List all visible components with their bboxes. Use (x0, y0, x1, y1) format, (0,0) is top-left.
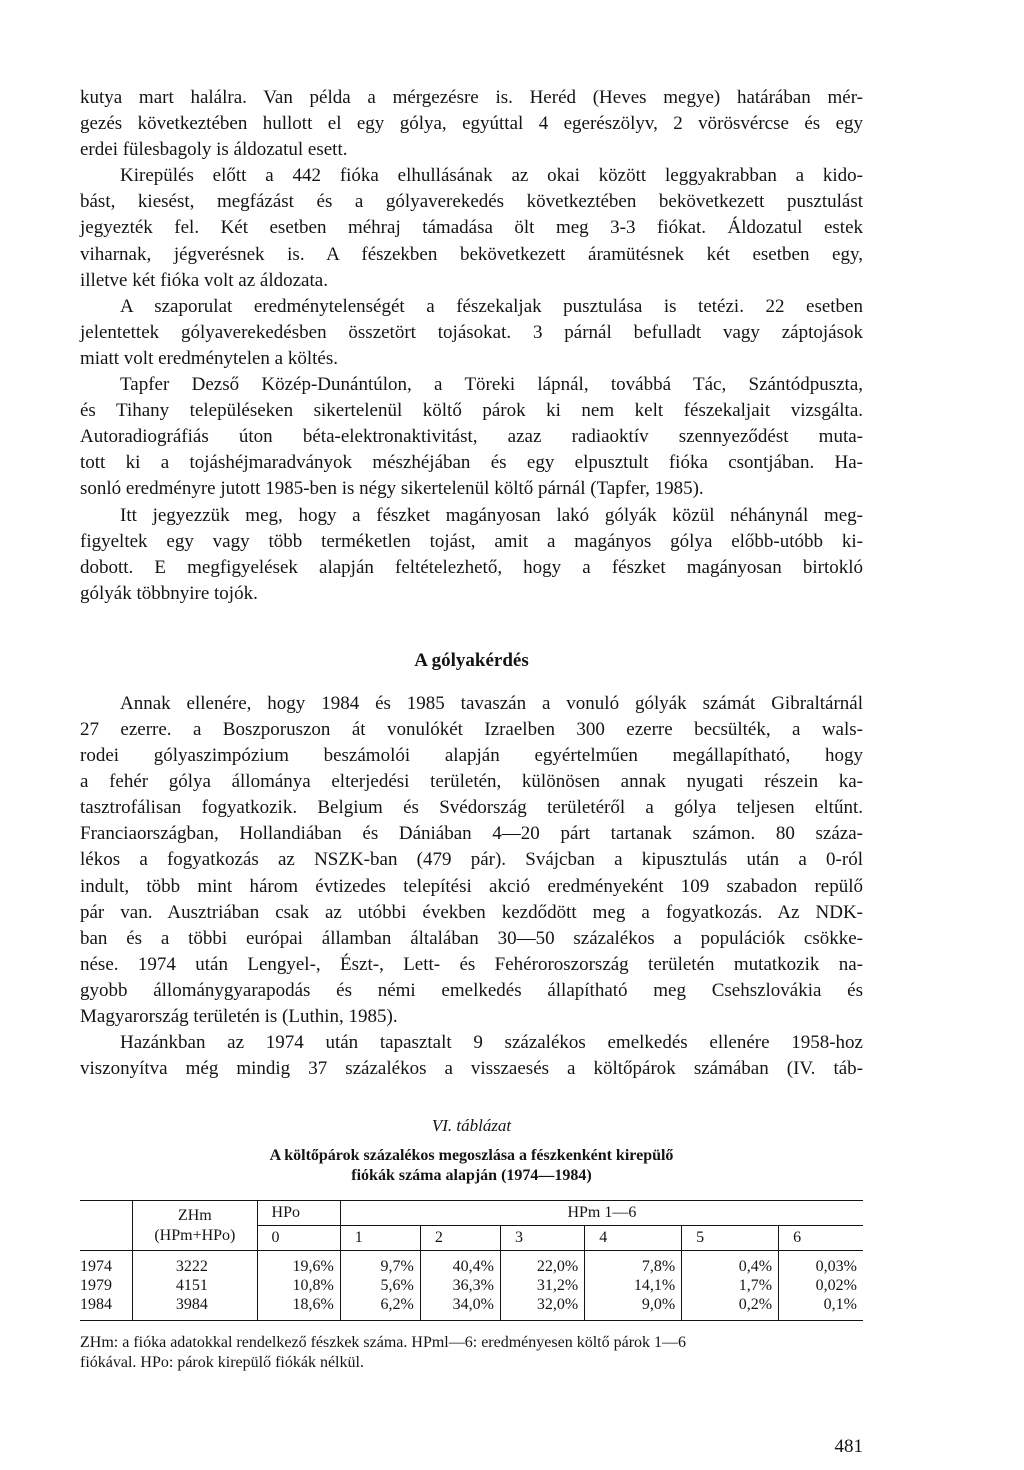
paragraph (80, 294, 863, 372)
table-footnote (80, 1333, 863, 1373)
paragraph (80, 691, 863, 1030)
text-line: és Tihany településeken sikertelenül költő párok ki nem kelt fészekaljait vizsgálta. (80, 400, 863, 422)
row-value: 5,6% (340, 1276, 420, 1295)
footnote-line: ZHm: a fióka adatokkal rendelkező fészkek száma. HPml—6: eredményesen költő párok 1—6 (80, 1334, 687, 1352)
section-title: A gólyakérdés (414, 649, 529, 671)
page-number: 481 (834, 1436, 863, 1457)
row-value: 34,0% (420, 1295, 500, 1321)
row-zhm: 3222 (133, 1251, 257, 1277)
row-value: 6,2% (340, 1295, 420, 1321)
header-col-3: 3 (500, 1226, 584, 1251)
body-text-bottom (80, 691, 863, 1082)
row-value: 0,2% (682, 1295, 779, 1321)
text-line: Itt jegyezzük meg, hogy a fészket magányosan lakó gólyák közül néhánynál meg- (120, 504, 863, 526)
text-line: Autoradiográfiás úton béta-elektronaktivitást, azaz radiaoktív szennyeződést muta- (80, 426, 863, 448)
body-text-top (80, 85, 863, 607)
page-body (80, 85, 863, 1373)
data-table (80, 1200, 863, 1321)
header-col-2: 2 (420, 1226, 500, 1251)
row-value: 0,03% (815, 1257, 857, 1275)
paragraph (80, 372, 863, 502)
header-col-1: 1 (340, 1226, 420, 1251)
text-line: dobott. E megfigyelések alapján feltételezhető, hogy a fészket magányosan birtokló (80, 556, 863, 578)
text-line: figyeltek egy vagy több terméketlen tojást, amit a magányos gólya előbb-utóbb ki- (80, 530, 863, 552)
row-value: 32,0% (500, 1295, 584, 1321)
text-line: lékos a fogyatkozás az NSZK-ban (479 pár). Svájcban a kipusztulás után a 0-ról (80, 849, 863, 871)
text-line: tott ki a tojáshéjmaradványok mészhéjában és egy elpusztult fióka csontjában. Ha- (80, 452, 863, 474)
row-value: 31,2% (500, 1276, 584, 1295)
text-line: a fehér gólya állománya elterjedési területén, különösen annak nyugati részein ka- (80, 771, 863, 793)
row-year: 1984 (80, 1295, 133, 1321)
text-line: Hazánkban az 1974 után tapasztalt 9 százalékos emelkedés ellenére 1958-hoz (120, 1032, 863, 1054)
table-title-line: A költőpárok százalékos megoszlása a fészkenként kirepülő (269, 1147, 674, 1165)
paragraph (80, 503, 863, 607)
text-line: bást, kiesést, megfázást és a gólyaverekedés következtében bekövetkezett pusztulást (80, 191, 863, 213)
row-value: 9,0% (585, 1295, 682, 1321)
header-col-0: 0 (257, 1226, 340, 1251)
text-line: ban és a többi európai államban általában 30—50 százalékos a populációk csökke- (80, 927, 863, 949)
row-year: 1979 (80, 1276, 133, 1295)
text-line: viharnak, jégverésnek is. A fészekben bekövetkezett áramütésnek két esetben egy, (80, 243, 863, 265)
header-zhm-sub: (HPm+HPo) (154, 1226, 236, 1244)
text-line: nése. 1974 után Lengyel-, Észt-, Lett- és Fehéroroszország területén mutatkozik na- (80, 953, 863, 975)
header-hpo: HPo (257, 1201, 340, 1226)
table-row (80, 1276, 863, 1295)
row-value: 40,4% (420, 1251, 500, 1277)
row-value: 0,1% (823, 1295, 857, 1313)
text-line: rodei gólyaszimpózium beszámolói alapján egyértelműen megállapítható, hogy (80, 745, 863, 767)
footnote-line: fiókával. HPo: párok kirepülő fiókák nélkül. (80, 1354, 364, 1372)
row-value: 14,1% (585, 1276, 682, 1295)
text-line: kutya mart halálra. Van példa a mérgezésre is. Heréd (Heves megye) határában mér- (80, 87, 863, 108)
row-value: 0,02% (815, 1276, 857, 1294)
text-line: viszonyítva még mindig 37 százalékos a visszaesés a költőpárok számában (IV. táb- (80, 1058, 863, 1080)
row-value: 7,8% (585, 1251, 682, 1277)
text-line: gezés következtében hullott el egy gólya, egyúttal 4 egerészölyv, 2 vörösvércse és egy (80, 113, 863, 135)
row-year: 1974 (80, 1251, 133, 1277)
text-line: Franciaországban, Hollandiában és Dániában 4—20 párt tartanak számon. 80 száza- (80, 823, 863, 845)
text-line: sonló eredményre jutott 1985-ben is négy sikertelenül költő párnál (Tapfer, 1985). (80, 478, 704, 500)
header-year-cell (80, 1201, 133, 1251)
text-line: miatt volt eredménytelen a költés. (80, 347, 339, 369)
text-line: Kirepülés előtt a 442 fióka elhullásának az okai között leggyakrabban a kido- (120, 165, 863, 187)
text-line: gólyák többnyire tojók. (80, 582, 258, 604)
header-hpm: HPm 1—6 (340, 1201, 863, 1226)
text-line: 27 ezerre. a Boszporuszon át vonulókét Izraelben 300 ezerre becsülték, a wals- (80, 718, 863, 740)
header-col-4: 4 (585, 1226, 682, 1251)
header-col-5: 5 (682, 1226, 779, 1251)
row-value: 36,3% (420, 1276, 500, 1295)
row-value: 1,7% (682, 1276, 779, 1295)
table-title (80, 1146, 863, 1186)
paragraph (80, 85, 863, 163)
table-row (80, 1295, 863, 1321)
text-line: pár van. Ausztriában csak az utóbbi években kezdődött meg a fogyatkozás. Az NDK- (80, 901, 863, 923)
text-line: Magyarország területén is (Luthin, 1985). (80, 1006, 398, 1027)
table-row (80, 1251, 863, 1277)
paragraph (80, 1030, 863, 1082)
header-col-6: 6 (793, 1229, 802, 1247)
row-value: 22,0% (500, 1251, 584, 1277)
row-value: 9,7% (340, 1251, 420, 1277)
header-zhm (133, 1201, 257, 1251)
row-value: 0,4% (682, 1251, 779, 1277)
text-line: Tapfer Dezső Közép-Dunántúlon, a Töreki lápnál, továbbá Tác, Szántódpuszta, (120, 374, 863, 396)
text-line: erdei fülesbagoly is áldozatul esett. (80, 139, 348, 161)
text-line: Annak ellenére, hogy 1984 és 1985 tavaszán a vonuló gólyák számát Gibraltárnál (120, 692, 863, 714)
row-value: 18,6% (257, 1295, 340, 1321)
text-line: A szaporulat eredménytelenségét a fészekaljak pusztulása is tetézi. 22 esetben (120, 295, 863, 317)
table-title-line: fiókák száma alapján (1974—1984) (351, 1167, 592, 1185)
text-line: gyobb állománygyarapodás és némi emelkedés állapítható meg Csehszlovákia és (80, 979, 863, 1001)
text-line: illetve két fióka volt az áldozata. (80, 269, 328, 291)
text-line: jelentettek gólyaverekedésben összetört tojásokat. 3 párnál befulladt vagy záptojások (80, 321, 863, 343)
table-caption: VI. táblázat (431, 1116, 512, 1136)
text-line: indult, több mint három évtizedes telepítési akció eredményeként 109 szabadon repülő (80, 875, 863, 897)
header-zhm-label: ZHm (177, 1206, 212, 1224)
row-value: 10,8% (257, 1276, 340, 1295)
text-line: jegyezték fel. Két esetben méhraj támadása ölt meg 3-3 fiókat. Áldozatul estek (80, 217, 863, 239)
row-zhm: 3984 (133, 1295, 257, 1321)
text-line: tasztrofálisan fogyatkozik. Belgium és Svédország területéről a gólya teljesen eltűnt. (80, 797, 863, 819)
paragraph (80, 163, 863, 293)
row-value: 19,6% (257, 1251, 340, 1277)
row-zhm: 4151 (133, 1276, 257, 1295)
